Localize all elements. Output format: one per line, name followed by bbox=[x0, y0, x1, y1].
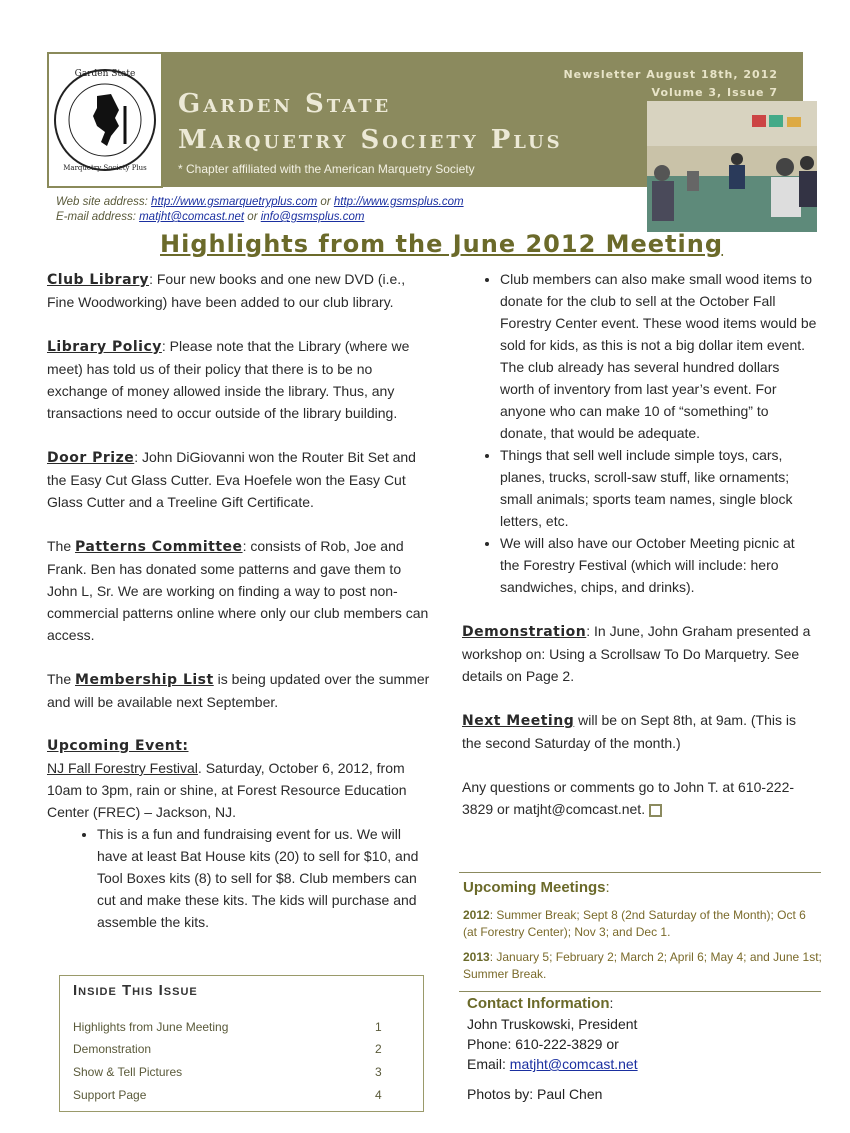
library-policy-label: Library Policy bbox=[47, 339, 162, 355]
upcoming-meetings-title bbox=[463, 879, 610, 896]
upcoming-event-label: Upcoming Event: bbox=[47, 738, 189, 754]
upcoming-event-body bbox=[47, 757, 432, 823]
next-meeting-para bbox=[462, 709, 817, 754]
org-title-line1: Garden State bbox=[178, 89, 392, 119]
toc-row-page: 1 bbox=[375, 1020, 382, 1034]
door-prize-text: : John DiGiovanni won the Router Bit Set and the Easy Cut Glass Cutter. Eva Hoefele won the Easy Cut Glass Cutter and a Treeline Gift Certificate. bbox=[47, 449, 416, 510]
left-column bbox=[47, 268, 432, 933]
affiliation-subtitle: * Chapter affiliated with the American Marquetry Society bbox=[178, 162, 475, 176]
contact-email-label: Email: bbox=[467, 1056, 510, 1072]
toc-row-page: 2 bbox=[375, 1042, 382, 1056]
meetings-2012-text: : Summer Break; Sept 8 (2nd Saturday of the Month); Oct 6 (at Forestry Center); Nov 3; and Dec 1. bbox=[463, 908, 806, 939]
toc-row-label: Show & Tell Pictures bbox=[73, 1065, 183, 1079]
contact-addresses bbox=[56, 195, 464, 225]
issue-date: Newsletter August 18th, 2012 bbox=[563, 68, 778, 81]
toc-row-label: Demonstration bbox=[73, 1042, 152, 1056]
toc-row-page: 4 bbox=[375, 1088, 382, 1102]
email-line bbox=[56, 210, 464, 225]
meetings-2012 bbox=[463, 907, 823, 941]
upcoming-event-section bbox=[47, 735, 432, 933]
meeting-photo-image bbox=[647, 101, 817, 232]
demonstration-label: Demonstration bbox=[462, 624, 587, 640]
toc-title: Inside This Issue bbox=[73, 982, 198, 999]
membership-para bbox=[47, 668, 432, 713]
patterns-pre: The bbox=[47, 538, 76, 554]
website-link-2[interactable]: http://www.gsmsplus.com bbox=[333, 196, 464, 208]
club-library-text: : Four new books and one new DVD (i.e., Fine Woodworking) have been added to our club library. bbox=[47, 271, 406, 310]
toc-row[interactable] bbox=[73, 1088, 383, 1102]
website-label: Web site address: bbox=[56, 196, 148, 208]
toc-row[interactable] bbox=[73, 1065, 383, 1079]
contact-info bbox=[467, 993, 817, 1104]
website-link-1[interactable]: http://www.gsmarquetryplus.com bbox=[151, 196, 318, 208]
website-or: or bbox=[320, 196, 331, 208]
patterns-para bbox=[47, 535, 432, 646]
questions-para bbox=[462, 776, 817, 820]
club-library-para bbox=[47, 268, 432, 313]
meetings-2013-label: 2013 bbox=[463, 950, 490, 964]
event-bullets-left bbox=[47, 823, 432, 933]
email-link-2[interactable]: info@gsmsplus.com bbox=[260, 211, 365, 223]
page-headline: Highlights from the June 2012 Meeting bbox=[160, 230, 724, 258]
questions-email[interactable]: matjht@comcast.net bbox=[513, 801, 642, 817]
festival-link[interactable]: NJ Fall Forestry Festival bbox=[47, 760, 198, 776]
meetings-2013 bbox=[463, 949, 823, 983]
email-label: E-mail address: bbox=[56, 211, 136, 223]
next-meeting-text: will be on Sept 8th, at 9am. (This is the second Saturday of the month.) bbox=[462, 712, 796, 751]
toc-row-page: 3 bbox=[375, 1065, 382, 1079]
upcoming-meetings-box bbox=[459, 872, 821, 992]
list-item: • This is a fun and fundraising event for us. We will have at least Bat House kits (20) to sell for $10, and Tool Boxes kits (8) to sell for $8. Club members can cut and make these kits. The kids will purchase and assemble the kits. bbox=[97, 823, 432, 933]
event-bullets-right bbox=[450, 268, 817, 598]
club-library-label: Club Library bbox=[47, 272, 150, 288]
meeting-photo bbox=[647, 101, 817, 232]
contact-email-link[interactable]: matjht@comcast.net bbox=[509, 1056, 638, 1072]
contact-name: John Truskowski, President bbox=[467, 1016, 638, 1032]
membership-text: is being updated over the summer and will be available next September. bbox=[47, 671, 430, 710]
contact-email-line bbox=[467, 1054, 817, 1074]
website-line bbox=[56, 195, 464, 210]
door-prize-label: Door Prize bbox=[47, 450, 135, 466]
org-title-line2: Marquetry Society Plus bbox=[178, 125, 563, 155]
library-policy-para bbox=[47, 335, 432, 424]
demonstration-text: : In June, John Graham presented a workshop on: Using a Scrollsaw To Do Marquetry. See details on Page 2. bbox=[462, 623, 811, 684]
membership-label: Membership List bbox=[75, 672, 214, 688]
toc-row-label: Highlights from June Meeting bbox=[73, 1020, 229, 1034]
contact-phone: Phone: 610-222-3829 or bbox=[467, 1036, 619, 1052]
inside-this-issue-box bbox=[59, 975, 424, 1112]
contact-title-colon: : bbox=[609, 995, 614, 1011]
contact-title-text: Contact Information bbox=[467, 995, 610, 1012]
contact-title bbox=[467, 993, 817, 1014]
upcoming-event-text: . Saturday, October 6, 2012, from 10am to 3pm, rain or shine, at Forest Resource Education Center (FREC) – Jackson, NJ. bbox=[47, 760, 407, 820]
end-mark-icon bbox=[649, 804, 662, 817]
membership-pre: The bbox=[47, 671, 76, 687]
society-logo bbox=[47, 52, 163, 188]
photo-credit: Photos by: Paul Chen bbox=[467, 1086, 603, 1102]
next-meeting-label: Next Meeting bbox=[462, 713, 575, 729]
patterns-text: : consists of Rob, Joe and Frank. Ben has donated some patterns and gave them to John L, Sr. We are working on finding a way to post non-commercial patterns online where only our club members can access. bbox=[47, 538, 429, 643]
upcoming-meetings-title-colon: : bbox=[605, 879, 610, 896]
list-item: • Things that sell well include simple toys, cars, planes, trucks, scroll-saw stuff, like ornaments; small animals; sports team names, single block letters, etc. bbox=[500, 444, 817, 532]
list-item: • We will also have our October Meeting picnic at the Forestry Festival (which will include: hero sandwiches, chips, and drinks). bbox=[500, 532, 817, 598]
logo-seal-icon bbox=[49, 54, 161, 186]
toc-row[interactable] bbox=[73, 1042, 383, 1056]
list-item: • Club members can also make small wood items to donate for the club to sell at the October Fall Forestry Center event. These wood items would be sold for kids, as this is not a big dollar item event. The club already has several hundred dollars worth of inventory from last year’s event. For anyone who can make 10 of “something” to donate, that would be adequate. bbox=[500, 268, 817, 444]
patterns-label: Patterns Committee bbox=[75, 539, 243, 555]
right-column bbox=[462, 268, 817, 842]
questions-end: . bbox=[641, 801, 646, 817]
library-policy-text: : Please note that the Library (where we meet) has told us of their policy that there is to be no exchange of money allowed inside the library. Thus, any transactions need to occur outside of the library building. bbox=[47, 338, 410, 421]
issue-volume: Volume 3, Issue 7 bbox=[651, 86, 778, 99]
demonstration-para bbox=[462, 620, 817, 687]
logo-text-bottom: Marquetry Society Plus bbox=[63, 164, 147, 172]
org-title bbox=[178, 86, 563, 158]
toc-row[interactable] bbox=[73, 1020, 383, 1034]
questions-text: Any questions or comments go to John T. at 610-222-3829 or bbox=[462, 779, 795, 817]
upcoming-meetings-title-text: Upcoming Meetings bbox=[463, 879, 606, 896]
email-or: or bbox=[247, 211, 258, 223]
email-link-1[interactable]: matjht@comcast.net bbox=[139, 211, 245, 223]
meetings-2013-text: : January 5; February 2; March 2; April 6; May 4; and June 1st; Summer Break. bbox=[463, 950, 822, 981]
meetings-2012-label: 2012 bbox=[463, 908, 490, 922]
logo-text-top: Garden State bbox=[74, 69, 136, 79]
toc-row-label: Support Page bbox=[73, 1088, 147, 1102]
door-prize-para bbox=[47, 446, 432, 513]
